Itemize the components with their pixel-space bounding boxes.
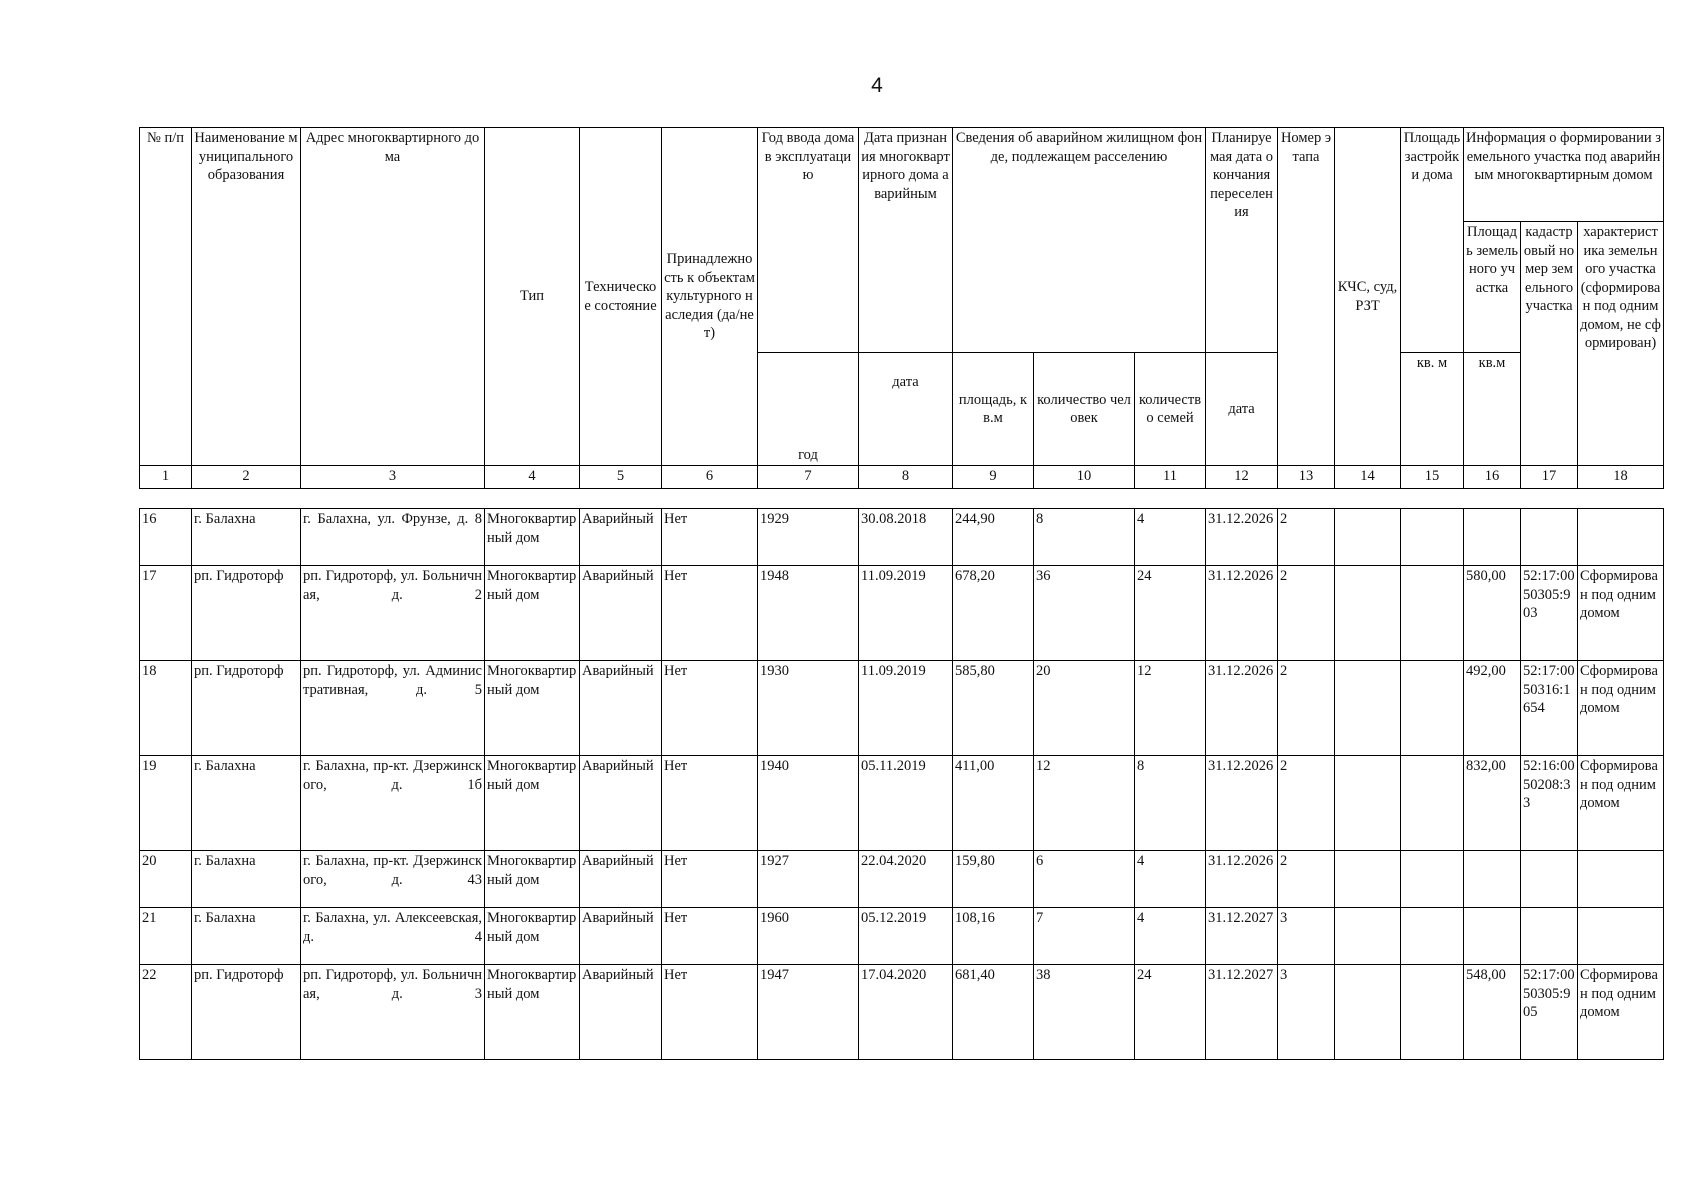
header-col-9: площадь, кв.м: [953, 353, 1034, 466]
commission-year: 1960: [758, 908, 859, 965]
commission-year: 1929: [758, 509, 859, 566]
table-row: [140, 908, 1664, 965]
column-number: 11: [1135, 466, 1206, 489]
area: 159,80: [953, 851, 1034, 908]
column-number: 12: [1206, 466, 1278, 489]
technical-state: Аварийный: [580, 851, 662, 908]
cadastral-number: [1521, 509, 1578, 566]
address: рп. Гидроторф, ул. Больничная, д. 3: [301, 965, 485, 1060]
family-count: 24: [1135, 965, 1206, 1060]
planned-date: 31.12.2026: [1206, 756, 1278, 851]
table-row: [140, 851, 1664, 908]
family-count: 4: [1135, 509, 1206, 566]
kchs: [1335, 965, 1401, 1060]
table-row: [140, 965, 1664, 1060]
address: рп. Гидроторф, ул. Административная, д. 5: [301, 661, 485, 756]
column-number: 16: [1464, 466, 1521, 489]
table-row: [140, 509, 1664, 566]
technical-state: Аварийный: [580, 509, 662, 566]
header-col-11: количество семей: [1135, 353, 1206, 466]
municipality: г. Балахна: [192, 509, 301, 566]
land-area: [1464, 509, 1521, 566]
header-col-8: Дата признания многоквартирного дома аварийным: [859, 128, 953, 353]
people-count: 38: [1034, 965, 1135, 1060]
emergency-date: 30.08.2018: [859, 509, 953, 566]
page-number: 4: [871, 74, 883, 97]
planned-date: 31.12.2027: [1206, 908, 1278, 965]
heritage-status: Нет: [662, 965, 758, 1060]
header-col-7-sub: год: [758, 353, 859, 466]
stage-number: 2: [1278, 509, 1335, 566]
kchs: [1335, 851, 1401, 908]
area: 411,00: [953, 756, 1034, 851]
header-col-16-sub: кв.м: [1464, 353, 1521, 466]
heritage-status: Нет: [662, 851, 758, 908]
address: рп. Гидроторф, ул. Больничная, д. 2: [301, 566, 485, 661]
building-type: Многоквартирный дом: [485, 965, 580, 1060]
header-col-12: Планируемая дата окончания переселения: [1206, 128, 1278, 353]
municipality: г. Балахна: [192, 756, 301, 851]
people-count: 8: [1034, 509, 1135, 566]
column-number: 2: [192, 466, 301, 489]
municipality: г. Балахна: [192, 851, 301, 908]
building-area: [1401, 756, 1464, 851]
column-number: 17: [1521, 466, 1578, 489]
column-number: 14: [1335, 466, 1401, 489]
technical-state: Аварийный: [580, 965, 662, 1060]
stage-number: 3: [1278, 965, 1335, 1060]
header-col-15-sub: кв. м: [1401, 353, 1464, 466]
column-number: 9: [953, 466, 1034, 489]
technical-state: Аварийный: [580, 661, 662, 756]
header-col-14: КЧС, суд, РЗТ: [1335, 128, 1401, 466]
kchs: [1335, 509, 1401, 566]
row-number: 17: [140, 566, 192, 661]
building-area: [1401, 965, 1464, 1060]
building-area: [1401, 509, 1464, 566]
column-number: 18: [1578, 466, 1664, 489]
column-number: 6: [662, 466, 758, 489]
emergency-date: 17.04.2020: [859, 965, 953, 1060]
emergency-housing-table: [139, 127, 1664, 1060]
address: г. Балахна, пр-кт. Дзержинского, д. 1б: [301, 756, 485, 851]
heritage-status: Нет: [662, 908, 758, 965]
header-col-8-sub: дата: [859, 353, 953, 466]
planned-date: 31.12.2026: [1206, 509, 1278, 566]
heritage-status: Нет: [662, 509, 758, 566]
header-col-13: Номер этапа: [1278, 128, 1335, 466]
header-col-17: кадастровый номер земельного участка: [1521, 222, 1578, 466]
column-number-row: [140, 466, 1664, 489]
land-info: [1578, 509, 1664, 566]
column-number: 13: [1278, 466, 1335, 489]
cadastral-number: 52:16:0050208:33: [1521, 756, 1578, 851]
family-count: 4: [1135, 851, 1206, 908]
building-type: Многоквартирный дом: [485, 756, 580, 851]
commission-year: 1927: [758, 851, 859, 908]
land-area: 492,00: [1464, 661, 1521, 756]
emergency-date: 05.12.2019: [859, 908, 953, 965]
land-info: [1578, 851, 1664, 908]
building-area: [1401, 661, 1464, 756]
heritage-status: Нет: [662, 566, 758, 661]
building-type: Многоквартирный дом: [485, 908, 580, 965]
area: 108,16: [953, 908, 1034, 965]
row-number: 18: [140, 661, 192, 756]
heritage-status: Нет: [662, 661, 758, 756]
column-number: 1: [140, 466, 192, 489]
stage-number: 2: [1278, 566, 1335, 661]
header-col-2: Наименование муниципального образования: [192, 128, 301, 466]
header-col-3: Адрес многоквартирного дома: [301, 128, 485, 466]
column-number: 7: [758, 466, 859, 489]
building-type: Многоквартирный дом: [485, 661, 580, 756]
cadastral-number: 52:17:0050316:1654: [1521, 661, 1578, 756]
table-row: [140, 661, 1664, 756]
municipality: рп. Гидроторф: [192, 566, 301, 661]
header-col-18: характеристика земельного участка (сформирован под одним домом, не сформирован): [1578, 222, 1664, 466]
header-col-10: количество человек: [1034, 353, 1135, 466]
land-info: [1578, 908, 1664, 965]
stage-number: 2: [1278, 851, 1335, 908]
land-info: Сформирован под одним домом: [1578, 661, 1664, 756]
commission-year: 1940: [758, 756, 859, 851]
header-col-16: Площадь земельного участка: [1464, 222, 1521, 353]
stage-number: 2: [1278, 756, 1335, 851]
technical-state: Аварийный: [580, 756, 662, 851]
header-col-12-sub: дата: [1206, 353, 1278, 466]
family-count: 4: [1135, 908, 1206, 965]
header-col-16-18: Информация о формировании земельного участка под аварийным многоквартирным домом: [1464, 128, 1664, 222]
stage-number: 3: [1278, 908, 1335, 965]
stage-number: 2: [1278, 661, 1335, 756]
land-area: 832,00: [1464, 756, 1521, 851]
column-number: 3: [301, 466, 485, 489]
people-count: 20: [1034, 661, 1135, 756]
row-number: 19: [140, 756, 192, 851]
column-number: 4: [485, 466, 580, 489]
building-area: [1401, 851, 1464, 908]
people-count: 7: [1034, 908, 1135, 965]
land-area: [1464, 908, 1521, 965]
commission-year: 1948: [758, 566, 859, 661]
address: г. Балахна, пр-кт. Дзержинского, д. 43: [301, 851, 485, 908]
row-number: 20: [140, 851, 192, 908]
planned-date: 31.12.2026: [1206, 661, 1278, 756]
land-info: Сформирован под одним домом: [1578, 756, 1664, 851]
building-area: [1401, 566, 1464, 661]
table-row: [140, 756, 1664, 851]
planned-date: 31.12.2026: [1206, 566, 1278, 661]
building-area: [1401, 908, 1464, 965]
emergency-date: 22.04.2020: [859, 851, 953, 908]
land-area: [1464, 851, 1521, 908]
land-info: Сформирован под одним домом: [1578, 566, 1664, 661]
column-number: 15: [1401, 466, 1464, 489]
planned-date: 31.12.2026: [1206, 851, 1278, 908]
kchs: [1335, 908, 1401, 965]
family-count: 12: [1135, 661, 1206, 756]
emergency-date: 05.11.2019: [859, 756, 953, 851]
kchs: [1335, 756, 1401, 851]
land-info: Сформирован под одним домом: [1578, 965, 1664, 1060]
planned-date: 31.12.2027: [1206, 965, 1278, 1060]
header-col-9-11: Сведения об аварийном жилищном фонде, подлежащем расселению: [953, 128, 1206, 353]
column-number: 10: [1034, 466, 1135, 489]
area: 681,40: [953, 965, 1034, 1060]
kchs: [1335, 566, 1401, 661]
family-count: 8: [1135, 756, 1206, 851]
header-col-7: Год ввода дома в эксплуатацию: [758, 128, 859, 353]
technical-state: Аварийный: [580, 908, 662, 965]
heritage-status: Нет: [662, 756, 758, 851]
row-number: 21: [140, 908, 192, 965]
address: г. Балахна, ул. Алексеевская, д. 4: [301, 908, 485, 965]
commission-year: 1947: [758, 965, 859, 1060]
municipality: рп. Гидроторф: [192, 661, 301, 756]
building-type: Многоквартирный дом: [485, 509, 580, 566]
area: 244,90: [953, 509, 1034, 566]
area: 678,20: [953, 566, 1034, 661]
land-area: 548,00: [1464, 965, 1521, 1060]
header-col-5: Техническое состояние: [580, 128, 662, 466]
spacer-row: [140, 489, 1664, 509]
table-row: [140, 566, 1664, 661]
building-type: Многоквартирный дом: [485, 851, 580, 908]
row-number: 16: [140, 509, 192, 566]
commission-year: 1930: [758, 661, 859, 756]
kchs: [1335, 661, 1401, 756]
header-col-4: Тип: [485, 128, 580, 466]
building-type: Многоквартирный дом: [485, 566, 580, 661]
land-area: 580,00: [1464, 566, 1521, 661]
family-count: 24: [1135, 566, 1206, 661]
column-number: 5: [580, 466, 662, 489]
people-count: 36: [1034, 566, 1135, 661]
area: 585,80: [953, 661, 1034, 756]
municipality: рп. Гидроторф: [192, 965, 301, 1060]
people-count: 6: [1034, 851, 1135, 908]
cadastral-number: [1521, 851, 1578, 908]
column-number: 8: [859, 466, 953, 489]
address: г. Балахна, ул. Фрунзе, д. 8: [301, 509, 485, 566]
row-number: 22: [140, 965, 192, 1060]
header-col-6: Принадлежность к объектам культурного наследия (да/нет): [662, 128, 758, 466]
cadastral-number: 52:17:0050305:905: [1521, 965, 1578, 1060]
emergency-date: 11.09.2019: [859, 661, 953, 756]
cadastral-number: [1521, 908, 1578, 965]
cadastral-number: 52:17:0050305:903: [1521, 566, 1578, 661]
header-col-1: № п/п: [140, 128, 192, 466]
municipality: г. Балахна: [192, 908, 301, 965]
people-count: 12: [1034, 756, 1135, 851]
technical-state: Аварийный: [580, 566, 662, 661]
header-col-15: Площадь застройки дома: [1401, 128, 1464, 353]
emergency-date: 11.09.2019: [859, 566, 953, 661]
